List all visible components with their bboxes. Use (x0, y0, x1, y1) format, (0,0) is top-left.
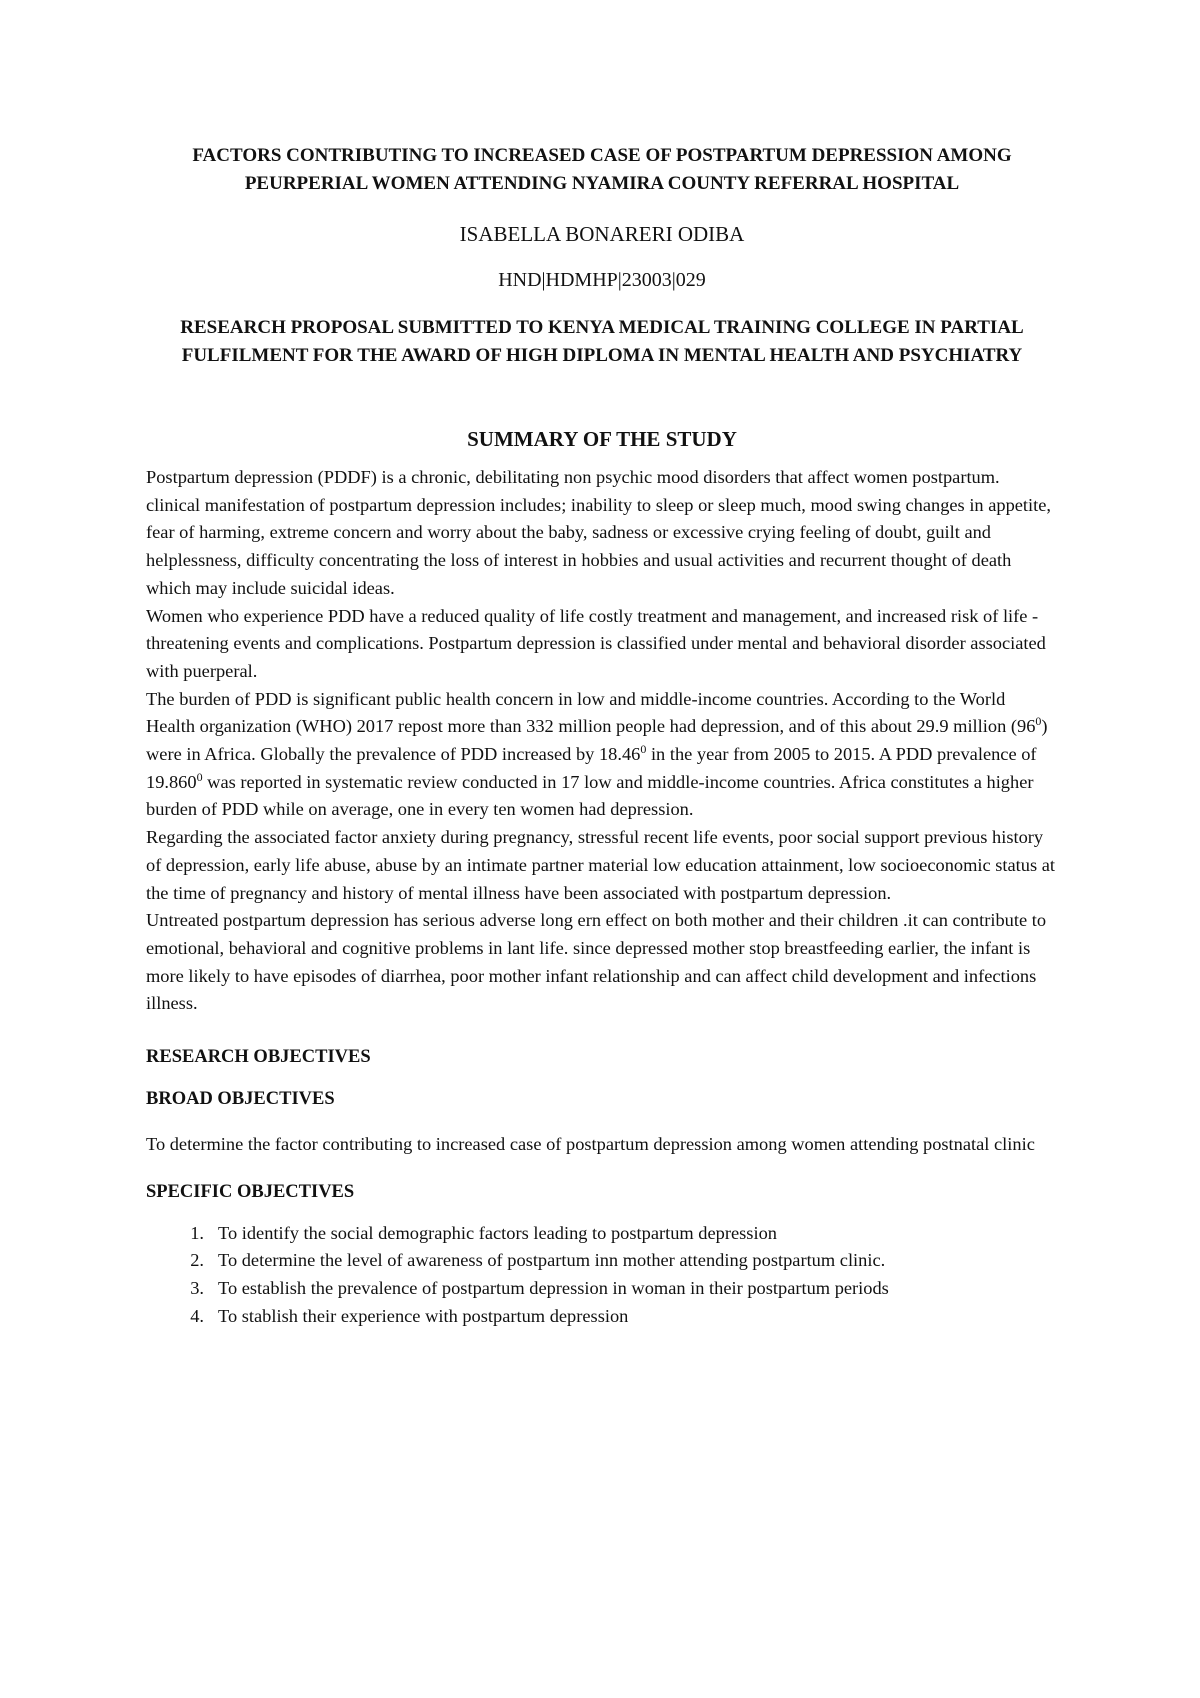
paragraph-3-text-part-4: was reported in systematic review conducted in 17 low and middle-income countries. Africa constitutes a higher burden of PDD while on average, one in every ten women had depression. (146, 771, 1034, 820)
summary-paragraph-1: Postpartum depression (PDDF) is a chronic, debilitating non psychic mood disorders that affect women postpartum. clinical manifestation of postpartum depression includes; inability to sleep or sleep much, mood swing changes in appetite, fear of harming, extreme concern and worry about the baby, sadness or excessive crying feeling of doubt, guilt and helplessness, difficulty concentrating the loss of interest in hobbies and usual activities and recurrent thought of death which may include suicidal ideas. (146, 467, 1052, 598)
list-item-number: 1. (190, 1222, 204, 1243)
paragraph-3-text-part-3: in the year from 2005 to 2015. A PDD prevalence of 19.860 (146, 744, 1037, 792)
summary-heading: SUMMARY OF THE STUDY (467, 427, 737, 451)
list-item-number: 4. (190, 1305, 204, 1326)
summary-paragraph-5: Untreated postpartum depression has serious adverse long ern effect on both mother and their children .it can contribute to emotional, behavioral and cognitive problems in lant life. since depressed mother stop breastfeeding earlier, the infant is more likely to have episodes of diarrhea, poor mother infant relationship and can affect child development and infections illness. (146, 910, 1047, 1014)
broad-objectives-heading: BROAD OBJECTIVES (146, 1089, 335, 1110)
document-title: FACTORS CONTRIBUTING TO INCREASED CASE OF POSTPARTUM DEPRESSION AMONG PEURPERIAL WOMEN ATTENDING NYAMIRA COUNTY REFERRAL HOSPITAL (192, 145, 1012, 194)
list-item-number: 3. (190, 1278, 204, 1299)
list-item-text: To identify the social demographic factors leading to postpartum depression (218, 1222, 777, 1243)
specific-objectives-heading: SPECIFIC OBJECTIVES (146, 1181, 355, 1202)
summary-body (146, 464, 1058, 1018)
list-item-text: To determine the level of awareness of postpartum inn mother attending postpartum clinic. (218, 1250, 886, 1271)
proposal-statement: RESEARCH PROPOSAL SUBMITTED TO KENYA MEDICAL TRAINING COLLEGE IN PARTIAL FULFILMENT FOR THE AWARD OF HIGH DIPLOMA IN MENTAL HEALTH AND PSYCHIATRY (180, 317, 1024, 366)
summary-paragraph-3 (146, 686, 1058, 825)
list-item (146, 1220, 1058, 1248)
summary-paragraph-2: Women who experience PDD have a reduced quality of life costly treatment and management, and increased risk of life -threatening events and complications. Postpartum depression is classified under mental and behavioral disorder associated with puerperal. (146, 605, 1046, 681)
superscript-zero: 0 (196, 769, 203, 784)
list-item (146, 1275, 1058, 1303)
research-objectives-heading: RESEARCH OBJECTIVES (146, 1047, 371, 1068)
list-item (146, 1303, 1058, 1331)
list-item (146, 1247, 1058, 1275)
paragraph-3-text-part-2: ) were in Africa. Globally the prevalence of PDD increased by 18.46 (146, 716, 1048, 765)
superscript-zero: 0 (640, 742, 647, 757)
list-item-text: To stablish their experience with postpartum depression (218, 1305, 629, 1326)
summary-paragraph-4: Regarding the associated factor anxiety during pregnancy, stressful recent life events, poor social support previous history of depression, early life abuse, abuse by an intimate partner material low education attainment, low socioeconomic status at the time of pregnancy and history of mental illness have been associated with postpartum depression. (146, 827, 1056, 903)
broad-objective-text: To determine the factor contributing to increased case of postpartum depression among women attending postnatal clinic (146, 1134, 1035, 1155)
author-name: ISABELLA BONARERI ODIBA (459, 222, 745, 246)
registration-number: HND|HDMHP|23003|029 (498, 269, 706, 291)
superscript-zero: 0 (1035, 714, 1042, 729)
paragraph-3-text-part-1: The burden of PDD is significant public health concern in low and middle-income countries. According to the World Health organization (WHO) 2017 repost more than 332 million people had depression, and of this about 29.9 million (96 (146, 688, 1036, 737)
specific-objectives-list (146, 1220, 1058, 1331)
list-item-text: To establish the prevalence of postpartum depression in woman in their postpartum periods (218, 1278, 889, 1299)
list-item-number: 2. (190, 1250, 204, 1271)
